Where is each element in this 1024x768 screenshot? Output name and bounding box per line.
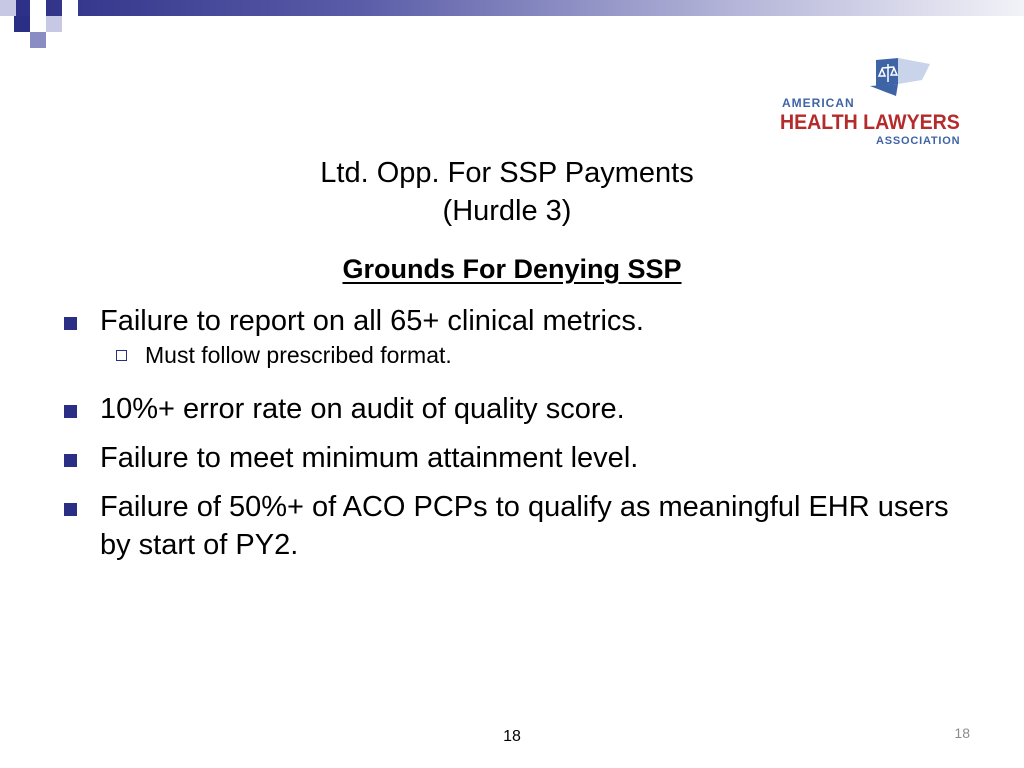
- decor-square: [0, 0, 16, 16]
- square-bullet-icon: [64, 454, 77, 467]
- footer-page-number: 18: [503, 728, 521, 745]
- bullet-item: [62, 390, 962, 428]
- bullet-item: [62, 302, 962, 340]
- hollow-square-bullet-icon: [116, 350, 127, 361]
- logo-text-association: ASSOCIATION: [876, 135, 961, 147]
- slide-title: [0, 154, 1014, 230]
- square-bullet-icon: [64, 503, 77, 516]
- bullet-text: Failure to meet minimum attainment level.: [100, 442, 639, 474]
- bullet-text: Failure to report on all 65+ clinical metrics.: [100, 305, 644, 337]
- sub-bullet-text: Must follow prescribed format.: [145, 342, 452, 368]
- bullet-text: 10%+ error rate on audit of quality score.: [100, 393, 625, 425]
- association-logo: [780, 56, 980, 152]
- slide-subheading: Grounds For Denying SSP: [342, 254, 682, 284]
- bullet-text: Failure of 50%+ of ACO PCPs to qualify as meaningful EHR users by start of PY2.: [100, 491, 949, 561]
- decor-square: [30, 32, 46, 48]
- decor-square: [14, 32, 30, 48]
- decor-square: [62, 0, 78, 16]
- slide-title-line-2: (Hurdle 3): [442, 195, 572, 227]
- decor-square: [30, 0, 46, 16]
- slide-title-line-1: Ltd. Opp. For SSP Payments: [320, 157, 694, 189]
- scales-of-justice-icon: [868, 56, 938, 100]
- sub-bullet-item: [106, 340, 962, 370]
- decor-square: [46, 16, 62, 32]
- square-bullet-icon: [64, 317, 77, 330]
- logo-text-health-lawyers: HEALTH LAWYERS: [780, 111, 960, 134]
- square-bullet-icon: [64, 405, 77, 418]
- decor-square: [14, 16, 30, 32]
- top-decorative-band: [0, 0, 1024, 16]
- slide-number: 18: [954, 725, 970, 741]
- bullet-item: [62, 439, 962, 477]
- logo-text-american: AMERICAN: [782, 96, 855, 110]
- bullet-list: [62, 302, 962, 564]
- bullet-item: [62, 488, 962, 564]
